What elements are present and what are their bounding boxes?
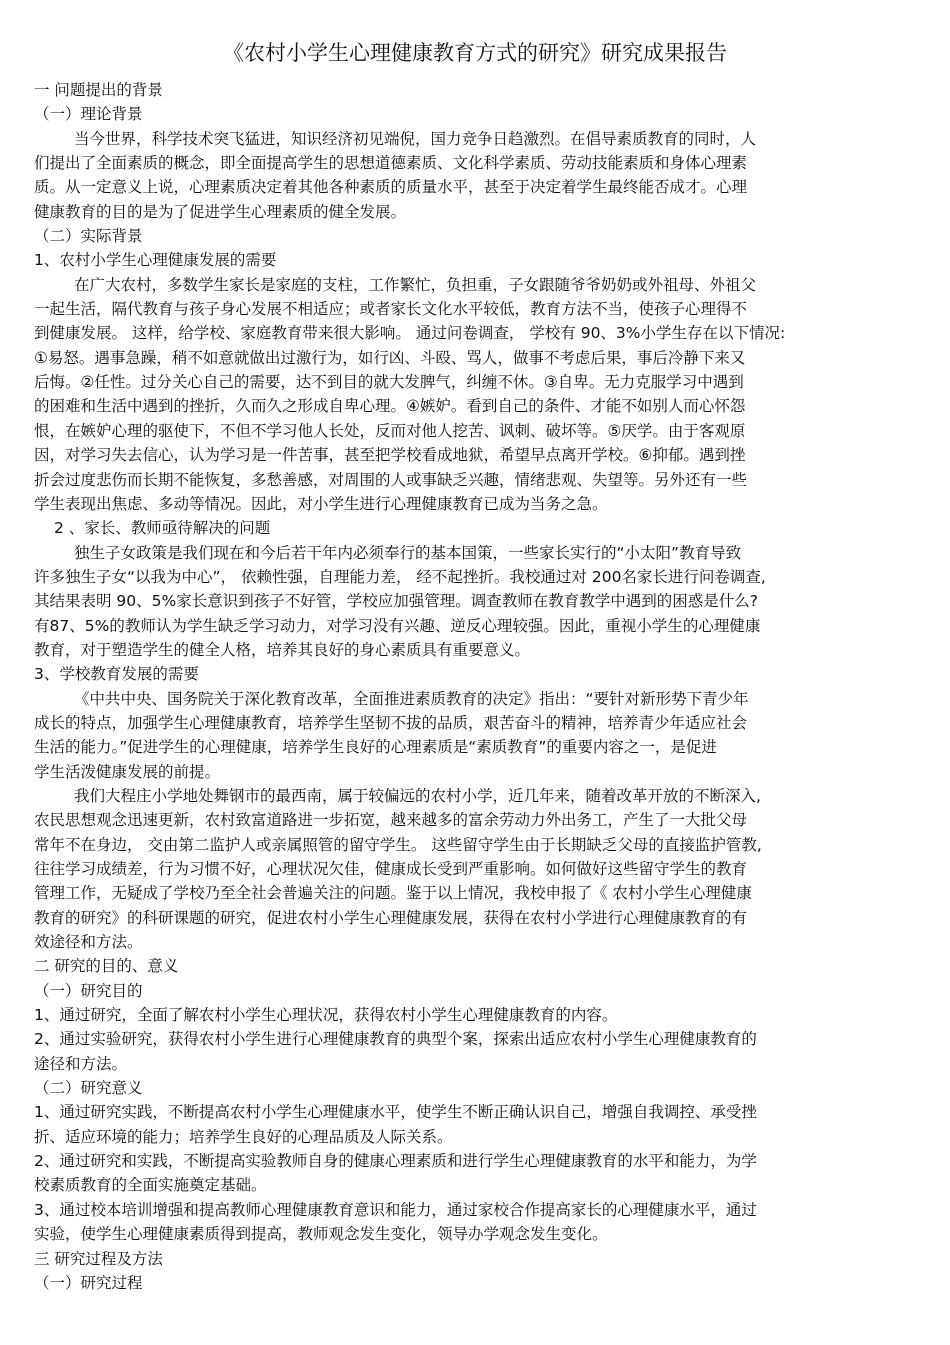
text-line: 1、通过研究实践，不断提高农村小学生心理健康水平，使学生不断正确认识自己，增强自我调控、承受挫 [34, 1103, 757, 1122]
text-line: 管理工作，无疑成了学校乃至全社会普遍关注的问题。鉴于以上情况，我校申报了《 农村小学生心理健康 [34, 884, 752, 903]
text-line: 1、农村小学生心理健康发展的需要 [34, 251, 277, 270]
text-line: 独生子女政策是我们现在和今后若干年内必须奉行的基本国策，一些家长实行的“小太阳”教育导致 [74, 543, 742, 562]
text-line: 3、学校教育发展的需要 [34, 665, 199, 684]
text-line: 农民思想观念迅速更新，农村致富道路进一步拓宽，越来越多的富余劳动力外出务工，产生了一大批父母 [34, 811, 748, 830]
text-line: 往往学习成绩差，行为习惯不好，心理状况欠佳，健康成长受到严重影响。如何做好这些留守学生的教育 [34, 860, 748, 878]
text-line: 校素质教育的全面实施奠定基础。 [34, 1176, 267, 1195]
text-line: ①易怒。遇事急躁，稍不如意就做出过激行为，如行凶、斗殴、骂人，做事不考虑后果，事后冷静下来又 [34, 348, 746, 367]
text-line: 恨，在嫉妒心理的驱使下，不但不学习他人长处，反而对他人挖苦、讽刺、破坏等。⑤厌学。由于客观原 [34, 421, 746, 440]
text-line: 学生表现出焦虑、多动等情况。因此，对小学生进行心理健康教育已成为当务之急。 [34, 494, 608, 513]
text-line: 学生活泼健康发展的前提。 [34, 762, 221, 781]
text-line: 2、通过研究和实践，不断提高实验教师自身的健康心理素质和进行学生心理健康教育的水平和能力，为学 [34, 1152, 757, 1171]
document-title: 《农村小学生心理健康教育方式的研究》研究成果报告 [223, 41, 727, 65]
text-line: 的困难和生活中遇到的挫折，久而久之形成自卑心理。④嫉妒。看到自己的条件、才能不如别人而心怀怨 [34, 397, 746, 416]
text-line: 健康教育的目的是为了促进学生心理素质的健全发展。 [34, 202, 407, 221]
text-line: 常年不在身边， 交由第二监护人或亲属照管的留守学生。 这些留守学生由于长期缺乏父母的直接监护管教, [34, 835, 762, 854]
text-line: 当今世界，科学技术突飞猛进，知识经济初见端倪，国力竞争日趋激烈。在倡导素质教育的同时，人 [74, 129, 757, 148]
text-line: 们提出了全面素质的概念，即全面提高学生的思想道德素质、文化科学素质、劳动技能素质和身体心理素 [34, 154, 748, 173]
text-line: 成长的特点，加强学生心理健康教育，培养学生坚韧不拔的品质，艰苦奋斗的精神，培养青少年适应社会 [34, 713, 748, 732]
text-line: 许多独生子女“以我为中心”， 依赖性强，自理能力差， 经不起挫折。我校通过对 200名家长进行问卷调查, [34, 567, 766, 586]
text-line: 教育的研究》的科研课题的研究，促进农村小学生心理健康发展，获得在农村小学进行心理健康教育的有 [34, 908, 748, 927]
text-line: 《中共中央、国务院关于深化教育改革，全面推进素质教育的决定》指出：“要针对新形势下青少年 [74, 689, 749, 708]
text-line: 其结果表明 90、5%家长意识到孩子不好管，学校应加强管理。调查教师在教育教学中遇到的困惑是什么? [34, 592, 758, 611]
text-line: 生活的能力。”促进学生的心理健康，培养学生良好的心理素质是“素质教育”的重要内容之一，是促进 [34, 738, 717, 757]
text-line: 一起生活，隔代教育与孩子身心发展不相适应；或者家长文化水平较低，教育方法不当，使孩子心理得不 [34, 300, 748, 319]
text-line: 因，对学习失去信心，认为学习是一件苦事，甚至把学校看成地狱，希望早点离开学校。⑥抑郁。遇到挫 [34, 446, 746, 465]
text-line: （一）研究目的 [34, 981, 143, 1000]
text-line: 效途径和方法。 [34, 933, 143, 952]
text-line: 2、通过实验研究，获得农村小学生进行心理健康教育的典型个案，探索出适应农村小学生心理健康教育的 [34, 1030, 757, 1049]
text-line: 1、通过研究，全面了解农村小学生心理状况，获得农村小学生心理健康教育的内容。 [34, 1006, 618, 1025]
text-line: 一 问题提出的背景 [34, 81, 163, 99]
text-line: 3、通过校本培训增强和提高教师心理健康教育意识和能力，通过家校合作提高家长的心理健康水平，通过 [34, 1200, 757, 1219]
document-body [34, 78, 914, 1295]
text-line: 教育，对于塑造学生的健全人格，培养其良好的身心素质具有重要意义。 [34, 640, 531, 659]
text-line: 折会过度悲伤而长期不能恢复，多愁善感，对周围的人或事缺乏兴趣，情绪悲观、失望等。另外还有一些 [34, 470, 748, 489]
text-line: 到健康发展。 这样，给学校、家庭教育带来很大影响。 通过问卷调查， 学校有 90、3%小学生存在以下情况: [34, 324, 786, 343]
text-line: 在广大农村，多数学生家长是家庭的支柱，工作繁忙，负担重，子女跟随爷爷奶奶或外祖母、外祖父 [74, 275, 757, 294]
text-line: 2 、家长、教师亟待解决的问题 [54, 519, 271, 538]
text-line: 折、适应环境的能力；培养学生良好的心理品质及人际关系。 [34, 1127, 453, 1146]
text-line: 途径和方法。 [34, 1054, 128, 1073]
text-line: （一）理论背景 [34, 105, 143, 124]
text-line: 实验，使学生心理健康素质得到提高，教师观念发生变化，领导办学观念发生变化。 [34, 1225, 608, 1244]
text-line: （一）研究过程 [34, 1273, 143, 1292]
text-line: 二 研究的目的、意义 [34, 957, 179, 976]
text-line: 三 研究过程及方法 [34, 1249, 163, 1268]
text-line: 我们大程庄小学地处舞钢市的最西南，属于较偏远的农村小学，近几年来，随着改革开放的不断深入, [74, 786, 761, 805]
text-line: 有87、5%的教师认为学生缺乏学习动力，对学习没有兴趣、逆反心理较强。因此，重视小学生的心理健康 [34, 616, 761, 635]
text-line: （二）实际背景 [34, 227, 143, 246]
text-line: （二）研究意义 [34, 1079, 143, 1098]
text-line: 质。从一定意义上说，心理素质决定着其他各种素质的质量水平，甚至于决定着学生最终能否成才。心理 [34, 178, 748, 197]
text-line: 后悔。②任性。过分关心自己的需要，达不到目的就大发脾气，纠缠不休。③自卑。无力克服学习中遇到 [34, 373, 744, 392]
